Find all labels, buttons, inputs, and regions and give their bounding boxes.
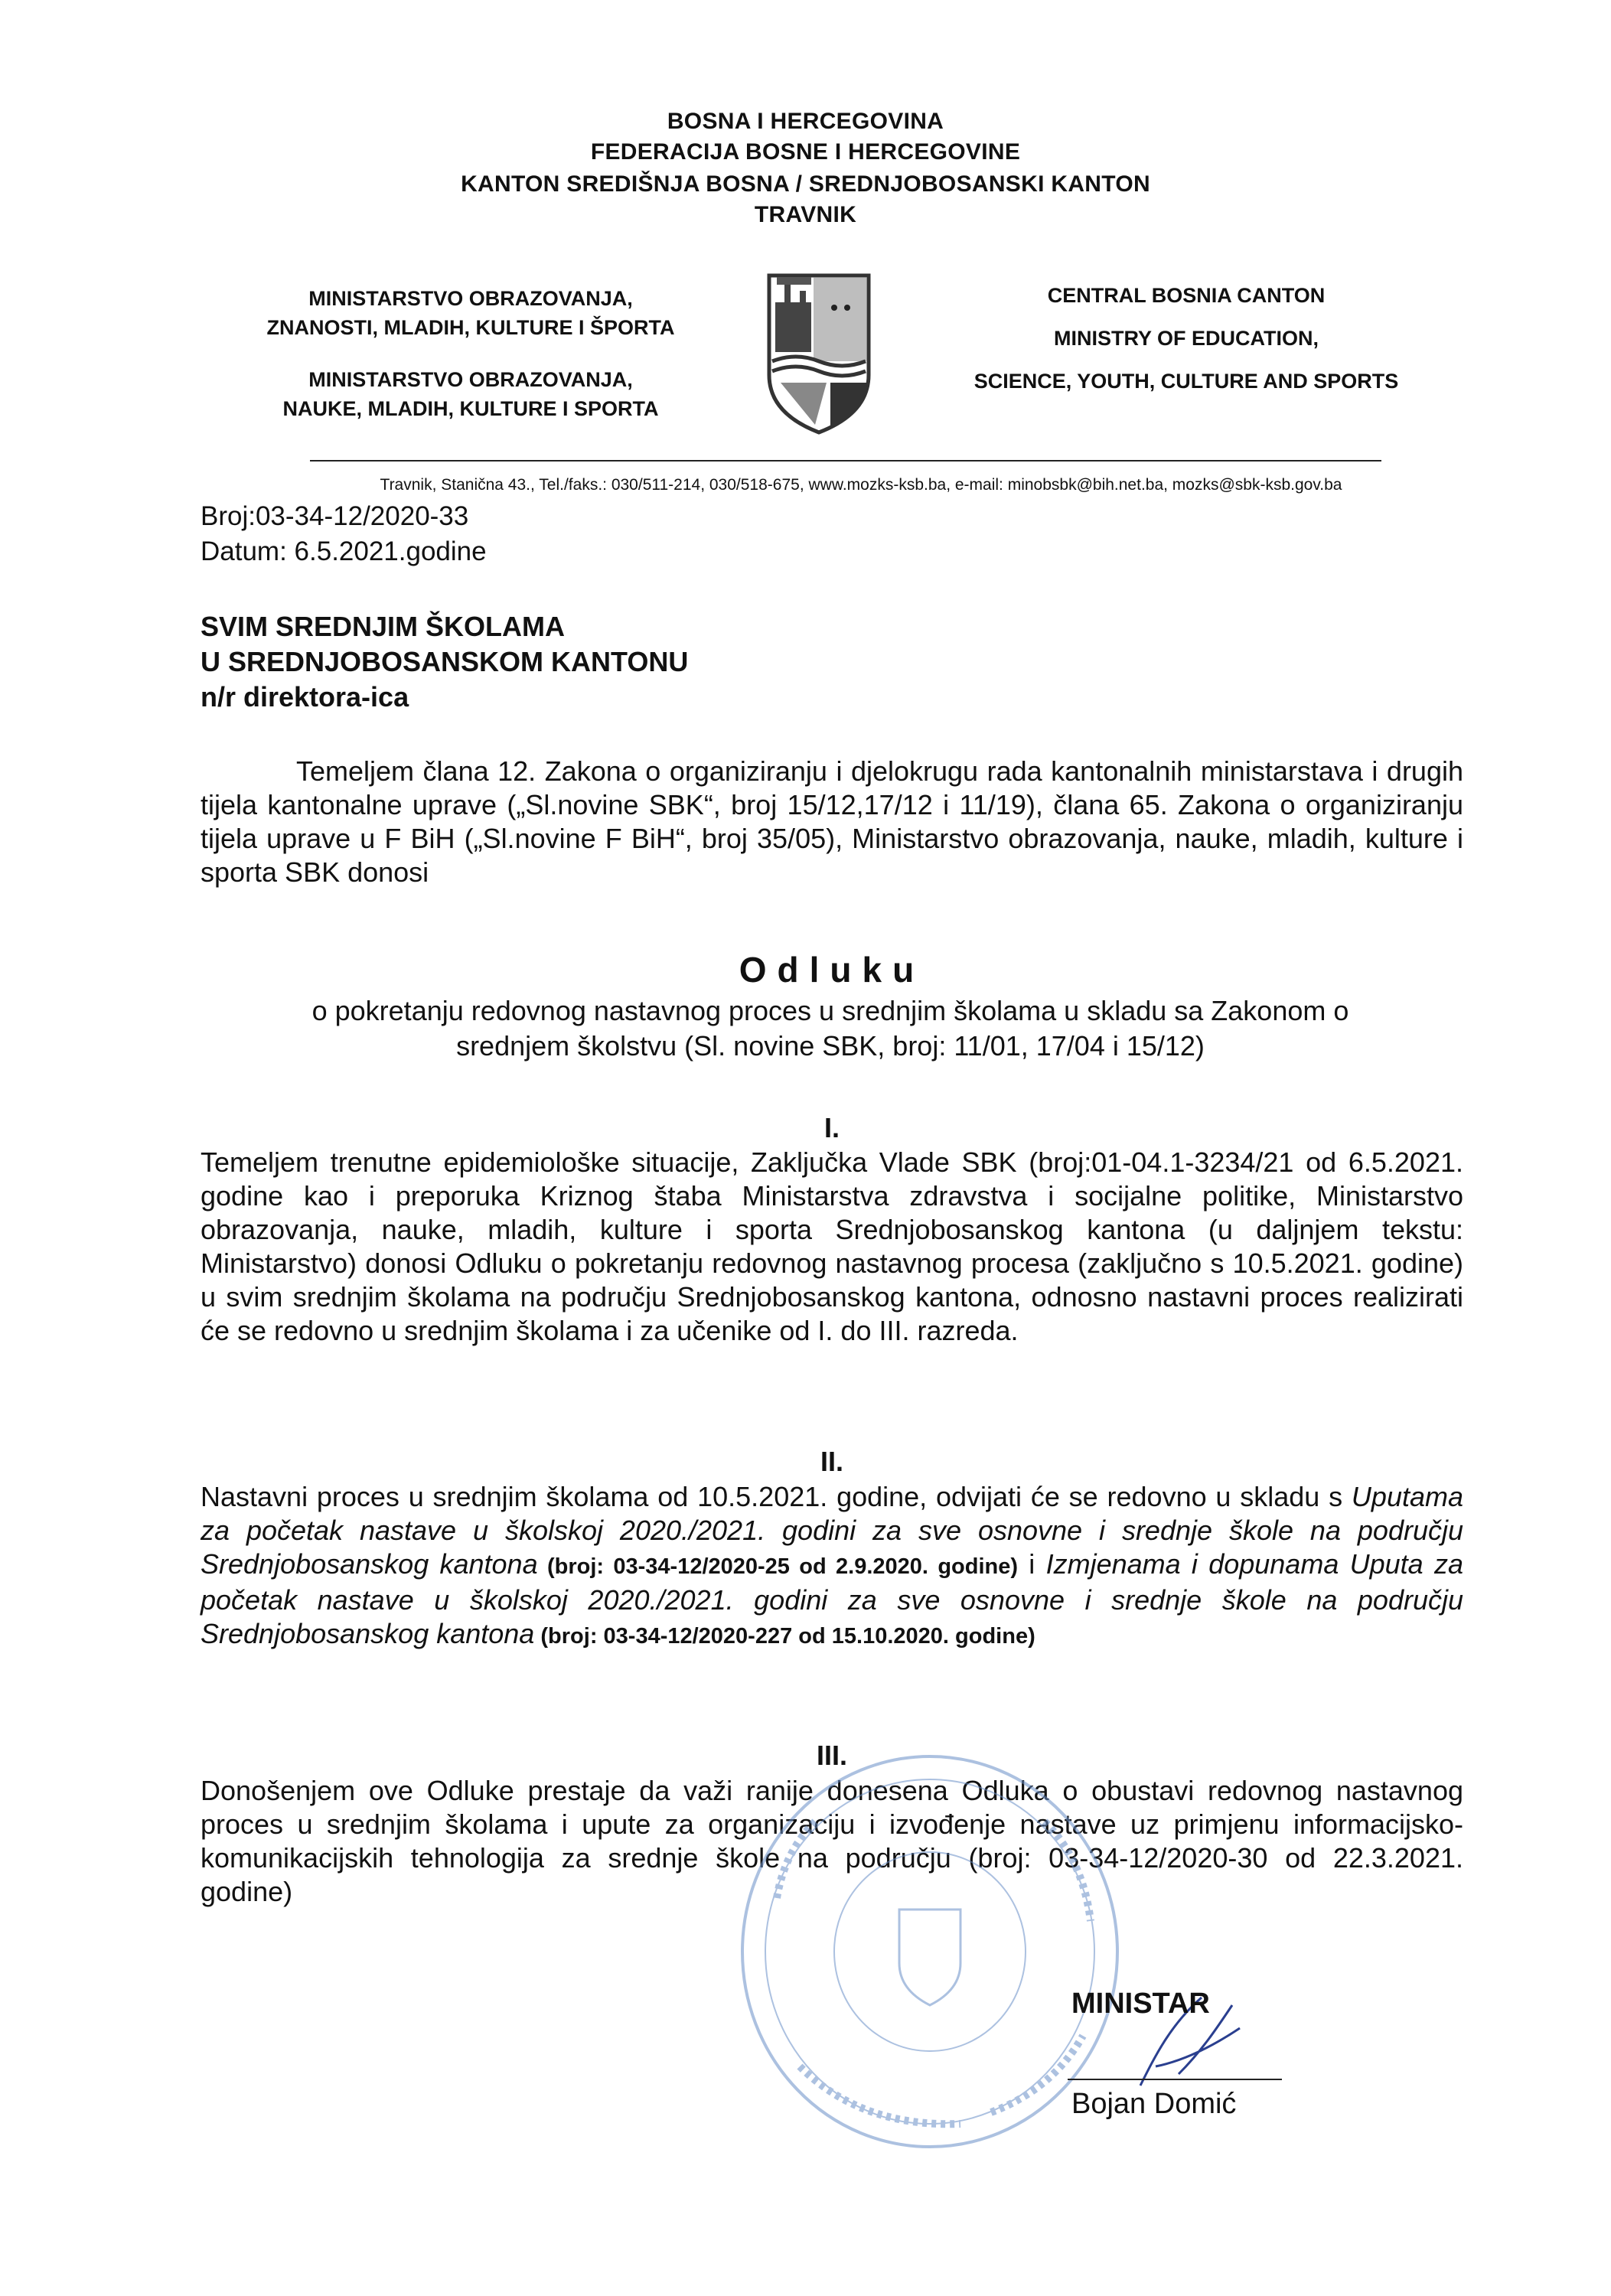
section-1-number: I.: [823, 1112, 840, 1143]
decision-title: Odluku: [739, 950, 925, 990]
signature-line: [1068, 2079, 1282, 2080]
contact-line: Travnik, Stanična 43., Tel./faks.: 030/511-214, 030/518-675, www.mozks-ksb.ba, e-mail: minobsbk@bih.net.ba, mozks@sbk-ksb.gov.ba: [380, 476, 1342, 494]
section-2-number: II.: [820, 1446, 843, 1477]
ministry-right-line1: CENTRAL BOSNIA CANTON: [1047, 284, 1326, 307]
intro-paragraph: Temeljem člana 12. Zakona o organiziranju i djelokrugu rada kantonalnih ministarstava i drugih tijela kantonalne uprave („Sl.novine SBK“, broj 15/12,17/12 i 11/19), člana 65. Zakona o organiziranju tijela uprave u F BiH („Sl.novine F BiH“, broj 35/05), Ministarstvo obrazovanja, nauke, mladih, kulture i sporta SBK donosi: [201, 755, 1463, 888]
section-3-text: Donošenjem ove Odluke prestaje da važi ranije donesena Odluka o obustavi redovnog nastavnog proces u srednjim školama i upute za organizaciju i izvođenje nastave uz primjenu informacijsko-komunikacijskih tehnologija za srednje škole na području (broj: 03-34-12/2020-30 od 22.3.2021. godine): [201, 1775, 1463, 1907]
addressee-line2: U SREDNJOBOSANSKOM KANTONU: [201, 646, 689, 677]
header-country: BOSNA I HERCEGOVINA: [667, 109, 944, 134]
document-number: Broj:03-34-12/2020-33: [201, 501, 469, 531]
section-3-number: III.: [816, 1740, 847, 1771]
section-2-amendments-title: Izmjenama i dopunama Uputa za početak nastave u školskoj 2020./2021. godini za sve osnovne i srednje škole na području Srednjobosanskog kantona: [201, 1548, 1463, 1649]
section-2-instructions-title: Uputama za početak nastave u školskoj 2020./2021. godini za sve osnovne i srednje škole na području Srednjobosanskog kantona: [201, 1481, 1463, 1580]
header-federation: FEDERACIJA BOSNE I HERCEGOVINE: [590, 139, 1021, 165]
header-city: TRAVNIK: [754, 202, 857, 227]
section-2-text-part1: Nastavni proces u srednjim školama od 10.5.2021. godine, odvijati će se redovno u skladu s: [201, 1481, 1352, 1512]
section-2-text: [201, 1480, 1463, 1653]
addressee-line3: n/r direktora-ica: [201, 681, 409, 713]
ministry-left-line1: MINISTARSTVO OBRAZOVANJA,: [308, 287, 633, 310]
header-divider: [310, 460, 1381, 461]
ministry-right-line3: SCIENCE, YOUTH, CULTURE AND SPORTS: [973, 370, 1399, 393]
section-2-amendments-ref: (broj: 03-34-12/2020-227 od 15.10.2020. godine): [534, 1624, 1035, 1649]
canton-coat-of-arms: [754, 260, 884, 436]
section-2-instructions-ref: (broj: 03-34-12/2020-25 od 2.9.2020. godine): [537, 1554, 1019, 1579]
section-2-text-part2: i: [1018, 1548, 1046, 1580]
signatory-name: Bojan Domić: [1071, 2088, 1237, 2120]
decision-subtitle: o pokretanju redovnog nastavnog proces u srednjim školama u skladu sa Zakonom o srednjem školstvu (Sl. novine SBK, broj: 11/01, 17/04 i 15/12): [311, 995, 1349, 1062]
document-date: Datum: 6.5.2021.godine: [201, 536, 487, 566]
ministry-left-line4: NAUKE, MLADIH, KULTURE I SPORTA: [282, 397, 659, 420]
ministry-right-line2: MINISTRY OF EDUCATION,: [1053, 327, 1319, 350]
addressee-line1: SVIM SREDNJIM ŠKOLAMA: [201, 611, 566, 642]
ministry-left-line3: MINISTARSTVO OBRAZOVANJA,: [308, 368, 633, 391]
section-1-text: Temeljem trenutne epidemiološke situacije, Zaključka Vlade SBK (broj:01-04.1-3234/21 od 6.5.2021. godine kao i preporuka Kriznog štaba Ministarstva zdravstva i socijalne politike, Ministarstvo obrazovanja, nauke, mladih, kulture i sporta Srednjobosanskog kantona (u daljnjem tekstu: Ministarstvo) donosi Odluku o pokretanju redovnog nastavnog procesa (zaključno s 10.5.2021. godine) u svim srednjim školama na području Srednjobosanskog kantona, odnosno nastavni proces realizirati će se redovno u srednjim školama i za učenike od I. do III. razreda.: [201, 1146, 1463, 1346]
official-stamp: [731, 1745, 1129, 2158]
ministry-left-line2: ZNANOSTI, MLADIH, KULTURE I ŠPORTA: [266, 316, 675, 339]
signatory-title: MINISTAR: [1071, 1988, 1210, 2020]
header-canton: KANTON SREDIŠNJA BOSNA / SREDNJOBOSANSKI KANTON: [461, 171, 1150, 197]
